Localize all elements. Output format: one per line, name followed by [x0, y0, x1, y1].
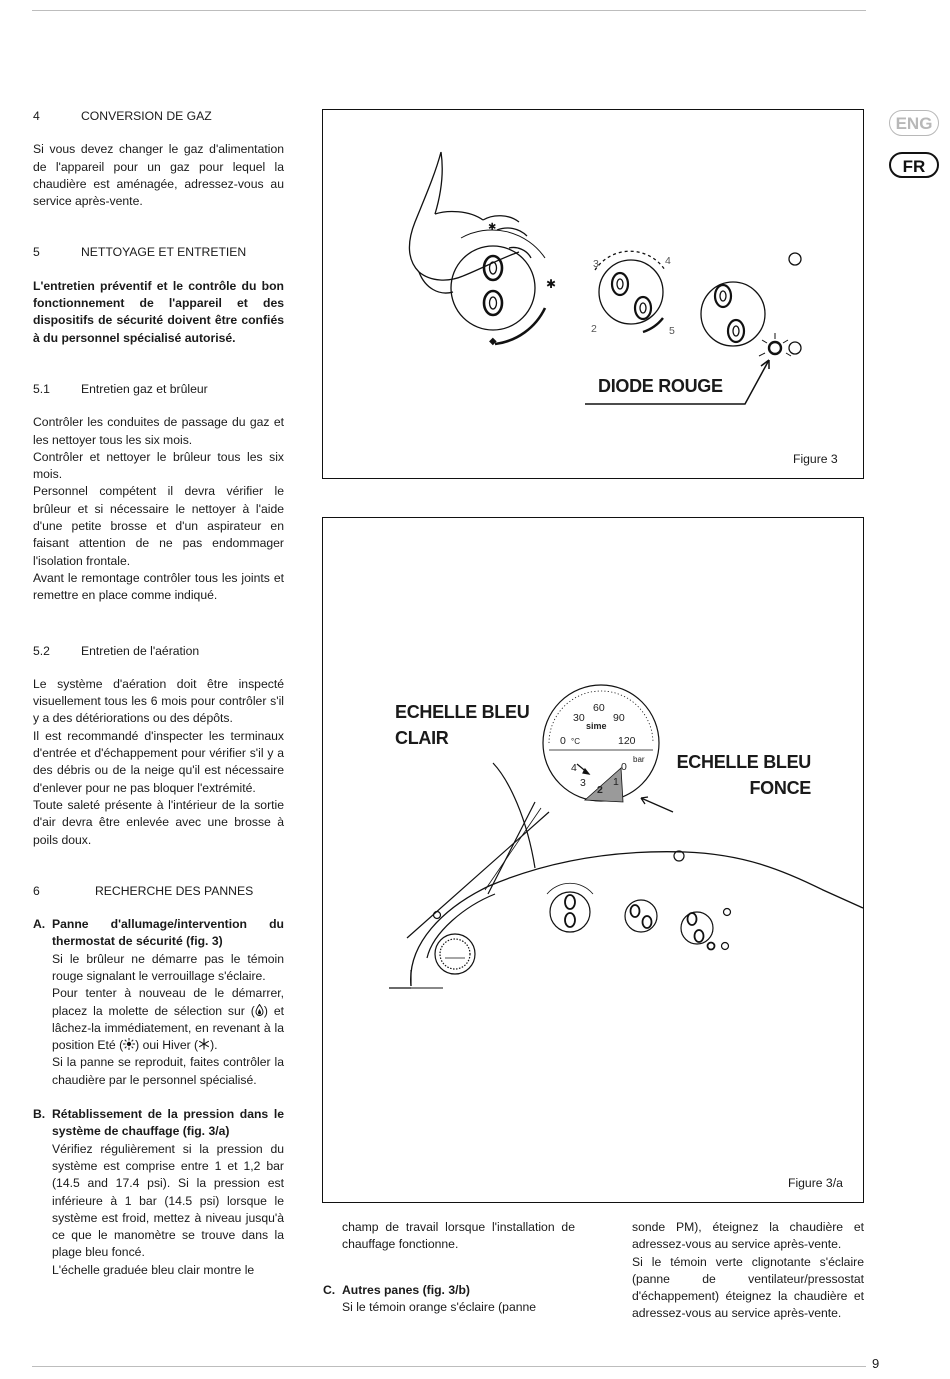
- label-line: FONCE: [749, 778, 811, 798]
- section-title: Entretien gaz et brûleur: [81, 381, 208, 396]
- dial-number: 5: [669, 325, 675, 337]
- flame-icon: [255, 1004, 264, 1016]
- section-5-1-heading: [33, 381, 284, 398]
- dial-number: 4: [665, 255, 671, 267]
- section-5-1-body: [33, 414, 284, 604]
- text-run: ).: [210, 1038, 218, 1053]
- paragraph: Si le témoin orange s'éclaire (panne: [342, 1299, 537, 1314]
- gauge-bar-label: 4: [571, 762, 577, 774]
- middle-column: [323, 1219, 575, 1316]
- section-title: RECHERCHE DES PANNES: [95, 883, 254, 898]
- text-run: ) et lâchez-la immédiatement, en revenant à la position Eté (: [52, 1003, 285, 1053]
- section-number: 6: [33, 883, 40, 898]
- dial-number: 3: [593, 258, 599, 270]
- figure-3-drawing: [323, 110, 865, 480]
- paragraph: Toute saleté présente à l'intérieur de la sortie d'air devra être enlevée avec une brosse à poils doux.: [33, 797, 284, 847]
- item-c: [323, 1282, 575, 1317]
- paragraph: Si le brûleur ne démarre pas le témoin rouge signalant le verrouillage s'éclaire.: [52, 951, 284, 983]
- gauge-bar-unit: bar: [633, 755, 645, 764]
- section-5-text: L'entretien préventif et le contrôle du bon fonctionnement de l'appareil et des dispositifs de sécurité doivent être confiés à du personnel spécialisé autorisé.: [33, 278, 284, 345]
- gauge-bar-label: 3: [580, 777, 586, 789]
- lang-badge-fr[interactable]: FR: [889, 152, 939, 178]
- left-column: [33, 108, 284, 1279]
- gauge-temp-label: 60: [593, 702, 605, 714]
- gauge-temp-label: 30: [573, 712, 585, 724]
- section-4-text: Si vous devez changer le gaz d'alimentation de l'appareil pour un gaz pour lequel la chaudière est aménagée, adressez-vous au service après-vente.: [33, 142, 284, 209]
- paragraph: champ de travail lorsque l'installation de chauffage fonctionne.: [342, 1220, 575, 1252]
- right-column: [632, 1219, 864, 1323]
- sun-icon: [123, 1038, 135, 1050]
- figure-3a: [322, 517, 864, 1203]
- gauge-bar-label: 0: [621, 761, 627, 773]
- gauge-temp-label: 0: [560, 735, 566, 747]
- label-line: ECHELLE BLEU: [676, 752, 811, 772]
- gauge-bar-label: 1: [613, 776, 619, 788]
- section-5-2-body: [33, 676, 284, 849]
- gauge-temp-unit: °C: [571, 737, 580, 746]
- gauge-labels: [560, 702, 645, 796]
- section-number: 5: [33, 245, 40, 260]
- paragraph: Le système d'aération doit être inspecté visuellement tous les 6 mois pour contrôler s'il y a des détériorations ou des dépôts.: [33, 676, 284, 726]
- svg-text:✱: ✱: [488, 222, 497, 233]
- section-title: NETTOYAGE ET ENTRETIEN: [81, 245, 247, 260]
- svg-text:◆: ◆: [489, 336, 497, 347]
- paragraph: Si le témoin verte clignotante s'éclaire (panne de ventilateur/pressostat d'échappement) éteignez la chaudière et adressez-vous au service après-vente.: [632, 1254, 864, 1321]
- bottom-rule: [32, 1366, 866, 1367]
- label-line: ECHELLE BLEU: [395, 702, 530, 722]
- figure-3a-drawing: [323, 518, 865, 1204]
- gauge-bar-label: 2: [597, 784, 603, 796]
- paragraph: Il est recommandé d'inspecter les terminaux d'entrée et d'échappement pour vérifier s'il y a des débris ou de la neige qu'il est nécessaire d'enlever pour ne pas bloquer l'extrémité.: [33, 728, 284, 795]
- section-number: 4: [33, 109, 40, 123]
- item-label: B.: [33, 1107, 46, 1122]
- top-rule: [32, 10, 866, 11]
- section-number: 5.2: [33, 643, 50, 658]
- svg-text:✱: ✱: [546, 277, 557, 291]
- section-6-heading: [33, 883, 284, 900]
- diode-rouge-label: DIODE ROUGE: [598, 376, 723, 396]
- section-number: 5.1: [33, 381, 50, 396]
- item-title: Autres panes (fig. 3/b): [342, 1282, 470, 1297]
- label-line: CLAIR: [395, 728, 449, 748]
- item-title: Rétablissement de la pression dans le système de chauffage (fig. 3/a): [52, 1107, 284, 1139]
- gauge-brand: sime: [586, 721, 607, 731]
- figure-3: [322, 109, 864, 479]
- paragraph: Contrôler les conduites de passage du gaz et les nettoyer tous les six mois.: [33, 415, 284, 447]
- paragraph-with-icons: [52, 985, 284, 1054]
- page-number: 9: [872, 1356, 880, 1371]
- gauge-temp-label: 120: [618, 735, 636, 747]
- figure-3-caption: Figure 3: [793, 452, 838, 466]
- section-title: CONVERSION DE GAZ: [81, 109, 212, 123]
- item-label: A.: [33, 917, 46, 932]
- text-run: ) oui Hiver (: [135, 1038, 199, 1053]
- snowflake-icon: [198, 1038, 210, 1050]
- echelle-bleu-clair-label: [395, 699, 529, 751]
- section-5-heading: [33, 244, 284, 261]
- paragraph: Contrôler et nettoyer le brûleur tous les six mois.: [33, 449, 284, 482]
- item-title: Panne d'allumage/intervention du thermostat de sécurité (fig. 3): [52, 917, 284, 949]
- item-a: [33, 916, 284, 1089]
- echelle-bleu-fonce-label: [676, 749, 811, 801]
- item-label: C.: [323, 1282, 336, 1297]
- paragraph: Si la panne se reproduit, faites contrôler la chaudière par le personnel spécialisé.: [52, 1055, 284, 1087]
- text-run: Pour tenter à nouveau de le démarrer, placez la molette de sélection sur (: [52, 986, 284, 1018]
- figure-3a-caption: Figure 3/a: [788, 1176, 843, 1190]
- item-b: [33, 1106, 284, 1279]
- gauge-temp-label: 90: [613, 712, 625, 724]
- section-5-2-heading: [33, 643, 284, 660]
- paragraph: sonde PM), éteignez la chaudière et adressez-vous au service après-vente.: [632, 1220, 864, 1252]
- paragraph: Avant le remontage contrôler tous les joints et remettre en place comme indiqué.: [33, 570, 284, 603]
- section-4-heading: [33, 108, 284, 125]
- paragraph: Vérifiez régulièrement si la pression du système est comprise entre 1 et 1,2 bar (14.5 and 17.4 psi). Si la pression est inférieure à 1 bar (14.5 psi) lorsque le système est froid, mettez à niveau jusqu'à ce que le manomètre se trouve dans la plage bleu foncé.: [52, 1141, 284, 1260]
- section-title: Entretien de l'aération: [81, 643, 200, 658]
- paragraph: Personnel compétent il devra vérifier le brûleur et si nécessaire le nettoyer à l'aide d'une petite brosse et d'un aspirateur en faisant attention de ne pas endommager l'isolation frontale.: [33, 484, 284, 568]
- lang-badge-eng[interactable]: ENG: [889, 110, 939, 136]
- paragraph: L'échelle graduée bleu clair montre le: [52, 1262, 255, 1277]
- dial-number: 2: [591, 323, 597, 335]
